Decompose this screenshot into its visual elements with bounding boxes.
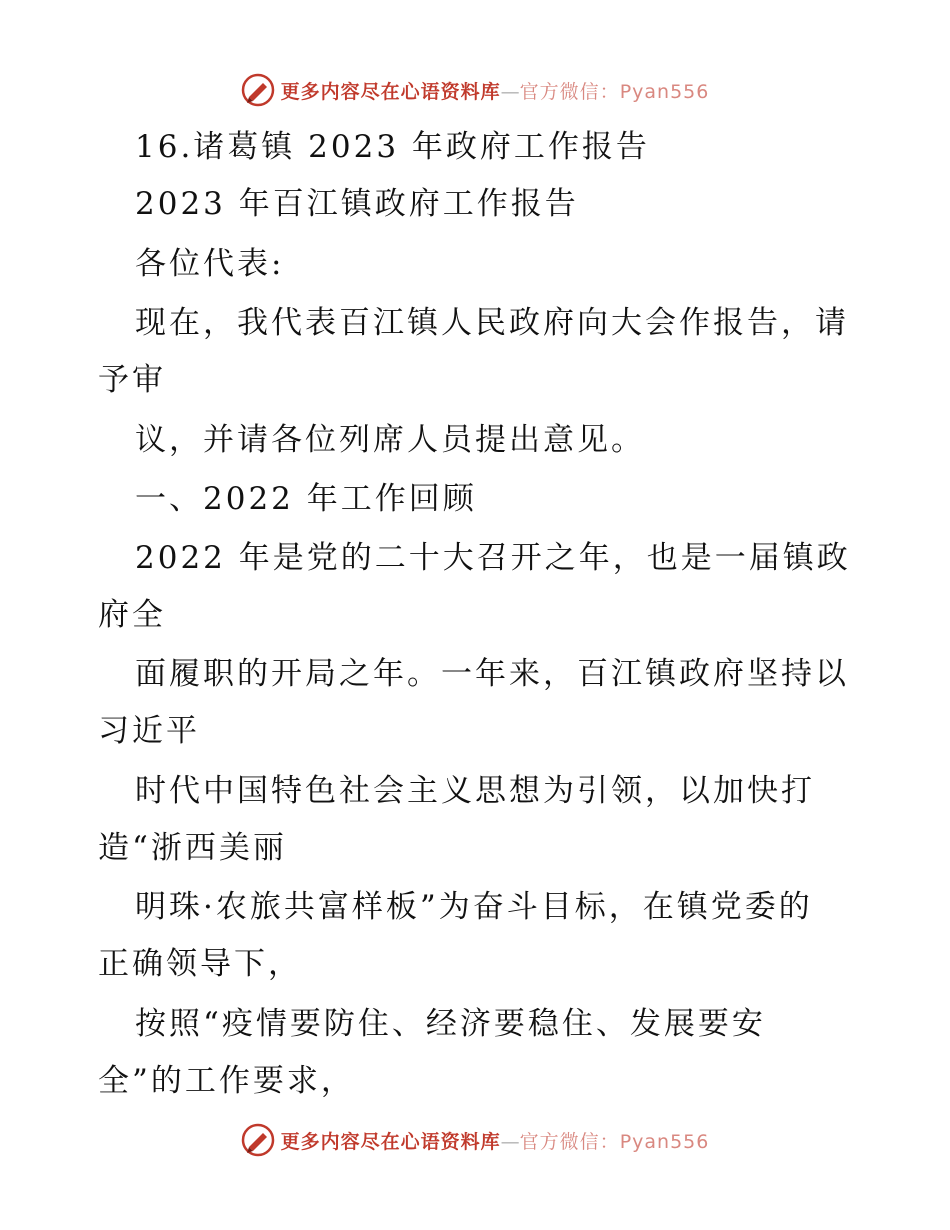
document-line: 各位代表: bbox=[135, 246, 285, 282]
document-line: 全”的工作要求， bbox=[98, 1063, 355, 1099]
pen-logo-icon bbox=[241, 73, 275, 107]
document-line: 面履职的开局之年。一年来，百江镇政府坚持以 bbox=[135, 656, 849, 692]
document-line: 2022 年是党的二十大召开之年，也是一届镇政 bbox=[135, 540, 851, 576]
document-line: 一、2022 年工作回顾 bbox=[135, 481, 477, 517]
document-line: 议，并请各位列席人员提出意见。 bbox=[135, 422, 645, 458]
watermark-text: 更多内容尽在心语资料库—官方微信：Pyan556 bbox=[280, 1130, 710, 1153]
document-line: 2023 年百江镇政府工作报告 bbox=[135, 186, 579, 222]
document-line: 府全 bbox=[98, 597, 166, 633]
document-line: 正确领导下， bbox=[98, 946, 302, 982]
document-line: 16.诸葛镇 2023 年政府工作报告 bbox=[135, 129, 650, 165]
document-line: 现在，我代表百江镇人民政府向大会作报告，请 bbox=[135, 305, 849, 341]
watermark-banner-top bbox=[0, 70, 950, 110]
pen-logo-icon bbox=[241, 1123, 275, 1157]
document-line: 明珠·农旅共富样板”为奋斗目标，在镇党委的 bbox=[135, 889, 813, 925]
document-line: 造“浙西美丽 bbox=[98, 830, 287, 866]
watermark-text: 更多内容尽在心语资料库—官方微信：Pyan556 bbox=[280, 80, 710, 103]
watermark-banner-bottom bbox=[0, 1120, 950, 1160]
document-line: 时代中国特色社会主义思想为引领，以加快打 bbox=[135, 773, 815, 809]
document-line: 予审 bbox=[98, 362, 166, 398]
document-line: 按照“疫情要防住、经济要稳住、发展要安 bbox=[135, 1006, 766, 1042]
document-line: 习近平 bbox=[98, 713, 200, 749]
